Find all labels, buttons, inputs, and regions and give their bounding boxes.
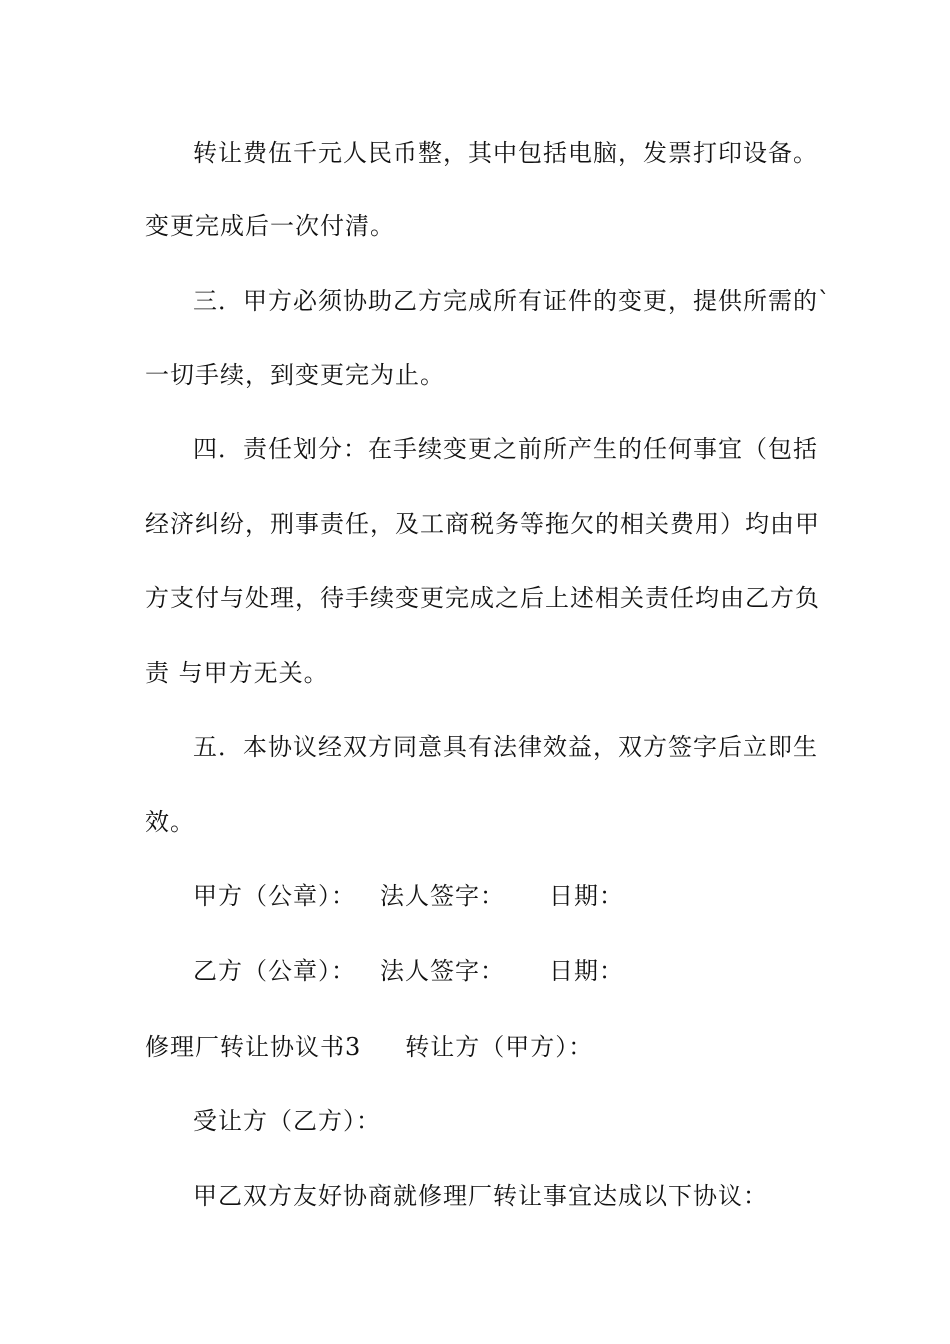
paragraph-line: 责 与甲方无关。 xyxy=(145,659,329,687)
party-b-seal-label: 乙方（公章）： xyxy=(193,957,356,985)
agreement-intro: 甲乙双方友好协商就修理厂转让事宜达成以下协议： xyxy=(193,1182,768,1210)
paragraph-line: 三．甲方必须协助乙方完成所有证件的变更，提供所需的` xyxy=(193,287,831,315)
paragraph-line: 经济纠纷，刑事责任，及工商税务等拖欠的相关费用）均由甲 xyxy=(145,510,820,538)
party-a-date-label: 日期： xyxy=(549,882,624,910)
party-a-seal-label: 甲方（公章）： xyxy=(193,882,356,910)
party-a-legal-signature-label: 法人签字： xyxy=(380,882,505,910)
transferee-label: 受让方（乙方）： xyxy=(193,1107,381,1135)
paragraph-line: 四．责任划分：在手续变更之前所产生的任何事宜（包括 xyxy=(193,435,818,463)
paragraph-line: 一切手续，到变更完为止。 xyxy=(145,361,445,389)
signature-line-party-a xyxy=(193,880,873,912)
transferor-label: 转让方（甲方）： xyxy=(405,1033,594,1061)
document-title: 修理厂转让协议书3 xyxy=(145,1033,362,1061)
party-b-legal-signature-label: 法人签字： xyxy=(380,957,505,985)
paragraph-line: 转让费伍千元人民币整，其中包括电脑，发票打印设备。 xyxy=(193,139,818,167)
paragraph-line: 变更完成后一次付清。 xyxy=(145,212,395,240)
next-document-header xyxy=(145,1031,825,1063)
paragraph-line: 方支付与处理，待手续变更完成之后上述相关责任均由乙方负 xyxy=(145,584,820,612)
party-b-date-label: 日期： xyxy=(549,957,624,985)
signature-line-party-b xyxy=(193,955,873,987)
paragraph-line: 效。 xyxy=(145,808,195,836)
paragraph-line: 五．本协议经双方同意具有法律效益，双方签字后立即生 xyxy=(193,733,818,761)
